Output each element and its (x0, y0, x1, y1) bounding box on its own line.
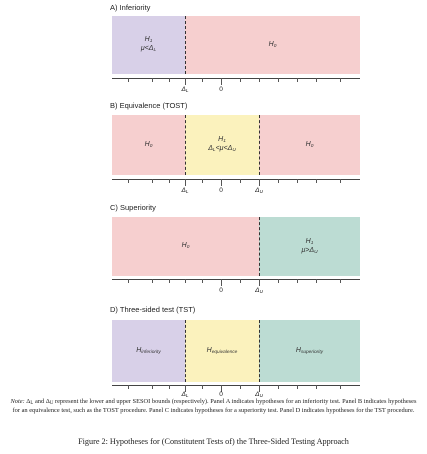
panel-d-axis-zero-label: 0 (219, 391, 223, 398)
axis-tick (202, 78, 203, 82)
axis-tick (316, 279, 317, 283)
axis-tick (221, 78, 222, 85)
axis-tick (316, 385, 317, 389)
panel-a-title: A) Inferiority (110, 3, 151, 12)
panel-c-h1-region (259, 217, 360, 276)
axis-tick (259, 279, 260, 286)
axis-tick (278, 78, 279, 82)
panel-b-lower-bound-line (185, 115, 186, 175)
panel-a-lower-bound-line (185, 16, 186, 74)
panel-b-right-h0-region (259, 115, 360, 175)
panel-a-axis (112, 78, 360, 79)
axis-tick (340, 385, 341, 389)
panel-c-title: C) Superiority (110, 203, 156, 212)
axis-tick (240, 279, 241, 283)
axis-tick (316, 78, 317, 82)
panel-b-right-h0-label: $H_0$ (305, 140, 314, 149)
axis-tick (297, 179, 298, 183)
panel-a-axis-zero-label: 0 (219, 86, 223, 93)
axis-tick (259, 179, 260, 186)
axis-tick (202, 279, 203, 283)
panel-b-h1-label: $H_1$ (218, 136, 226, 145)
panel-b-left-h0-label: $H_0$ (144, 140, 153, 149)
note-lead: Note: (10, 398, 25, 405)
axis-tick (128, 385, 129, 389)
panel-d-superiority-label: $H_{superiority}$ (295, 346, 324, 355)
panel-c-h0-region (112, 217, 259, 276)
panel-c-upper-bound-line (259, 217, 260, 276)
axis-tick (297, 385, 298, 389)
panel-b-upper-bound-line (259, 115, 260, 175)
panel-b-left-h0-region (112, 115, 185, 175)
panel-d-axis-upper-bound-label: $\Delta_U$ (255, 391, 263, 399)
axis-tick (128, 179, 129, 183)
panel-d-axis-lower-bound-label: $\Delta_L$ (181, 391, 189, 399)
panel-b-axis-lower-bound-label: $\Delta_L$ (181, 187, 189, 195)
panel-b-axis (112, 179, 360, 180)
axis-tick (152, 385, 153, 389)
panel-c-plot (112, 217, 360, 276)
panel-a-h1-label: $H_1$ (144, 36, 153, 45)
axis-tick (169, 279, 170, 283)
panel-b-h1-region (185, 115, 259, 175)
axis-tick (278, 179, 279, 183)
panel-d-equivalence-label: $H_{equivalence}$ (206, 346, 238, 355)
panel-a-h1-condition: $\mu<\Delta_L$ (140, 45, 157, 53)
axis-tick (221, 279, 222, 286)
axis-tick (202, 179, 203, 183)
axis-tick (128, 78, 129, 82)
panel-c-axis-upper-bound-label: $\Delta_U$ (255, 287, 263, 295)
axis-tick (278, 385, 279, 389)
axis-tick (185, 78, 186, 85)
axis-tick (169, 385, 170, 389)
panel-d-superiority-region (259, 320, 360, 382)
axis-tick (221, 179, 222, 186)
axis-tick (297, 78, 298, 82)
panel-b-title: B) Equivalence (TOST) (110, 101, 188, 110)
panel-a-h0-label: $H_0$ (268, 40, 277, 49)
panel-a-axis-lower-bound-label: $\Delta_L$ (181, 86, 189, 94)
panel-a-h0-region (185, 16, 360, 74)
axis-tick (152, 78, 153, 82)
axis-tick (340, 179, 341, 183)
figure-note: Note: $\Delta_L$ and $\Delta_U$ represent the lower and upper SESOI bounds (respectively). Panel A indicates hypotheses for an inferiority test. Panel B indicates hypotheses for an equivalence test, such as the TOST procedure. Panel C indicates hypotheses for a superiority test. Panel D indicates hypotheses for the TST procedure. (10, 398, 417, 415)
panel-d-inferiority-region (112, 320, 185, 382)
axis-tick (240, 78, 241, 82)
panel-b-axis-upper-bound-label: $\Delta_U$ (255, 187, 263, 195)
panel-d-inferiority-label: $H_{inferiority}$ (136, 346, 161, 355)
panel-c-h1-condition: $\mu>\Delta_U$ (301, 246, 318, 255)
panel-d-plot (112, 320, 360, 382)
panel-d-axis (112, 385, 360, 386)
axis-tick (297, 279, 298, 283)
axis-tick (316, 179, 317, 183)
axis-tick (202, 385, 203, 389)
axis-tick (152, 279, 153, 283)
panel-d-lower-bound-line (185, 320, 186, 382)
panel-d-title: D) Three-sided test (TST) (110, 305, 196, 314)
axis-tick (185, 179, 186, 186)
panel-d-equivalence-region (185, 320, 259, 382)
panel-c-h0-label: $H_0$ (181, 242, 190, 250)
axis-tick (240, 179, 241, 183)
axis-tick (340, 78, 341, 82)
figure-caption: Figure 2: Hypotheses for (Constitutent Tests of) the Three-Sided Testing Approach (78, 437, 349, 446)
axis-tick (169, 179, 170, 183)
panel-c-h1-label: $H_1$ (305, 237, 314, 246)
panel-c-axis-zero-label: 0 (219, 287, 223, 294)
axis-tick (340, 279, 341, 283)
axis-tick (128, 279, 129, 283)
panel-a-h1-region (112, 16, 185, 74)
panel-b-h1-condition: $\Delta_L<\mu<\Delta_U$ (208, 145, 236, 153)
panel-d-upper-bound-line (259, 320, 260, 382)
panel-a-plot (112, 16, 360, 74)
axis-tick (185, 279, 186, 283)
panel-c-axis (112, 279, 360, 280)
axis-tick (259, 78, 260, 82)
panel-b-plot (112, 115, 360, 175)
axis-tick (152, 179, 153, 183)
panel-b-axis-zero-label: 0 (219, 187, 223, 194)
axis-tick (240, 385, 241, 389)
axis-tick (278, 279, 279, 283)
axis-tick (169, 78, 170, 82)
